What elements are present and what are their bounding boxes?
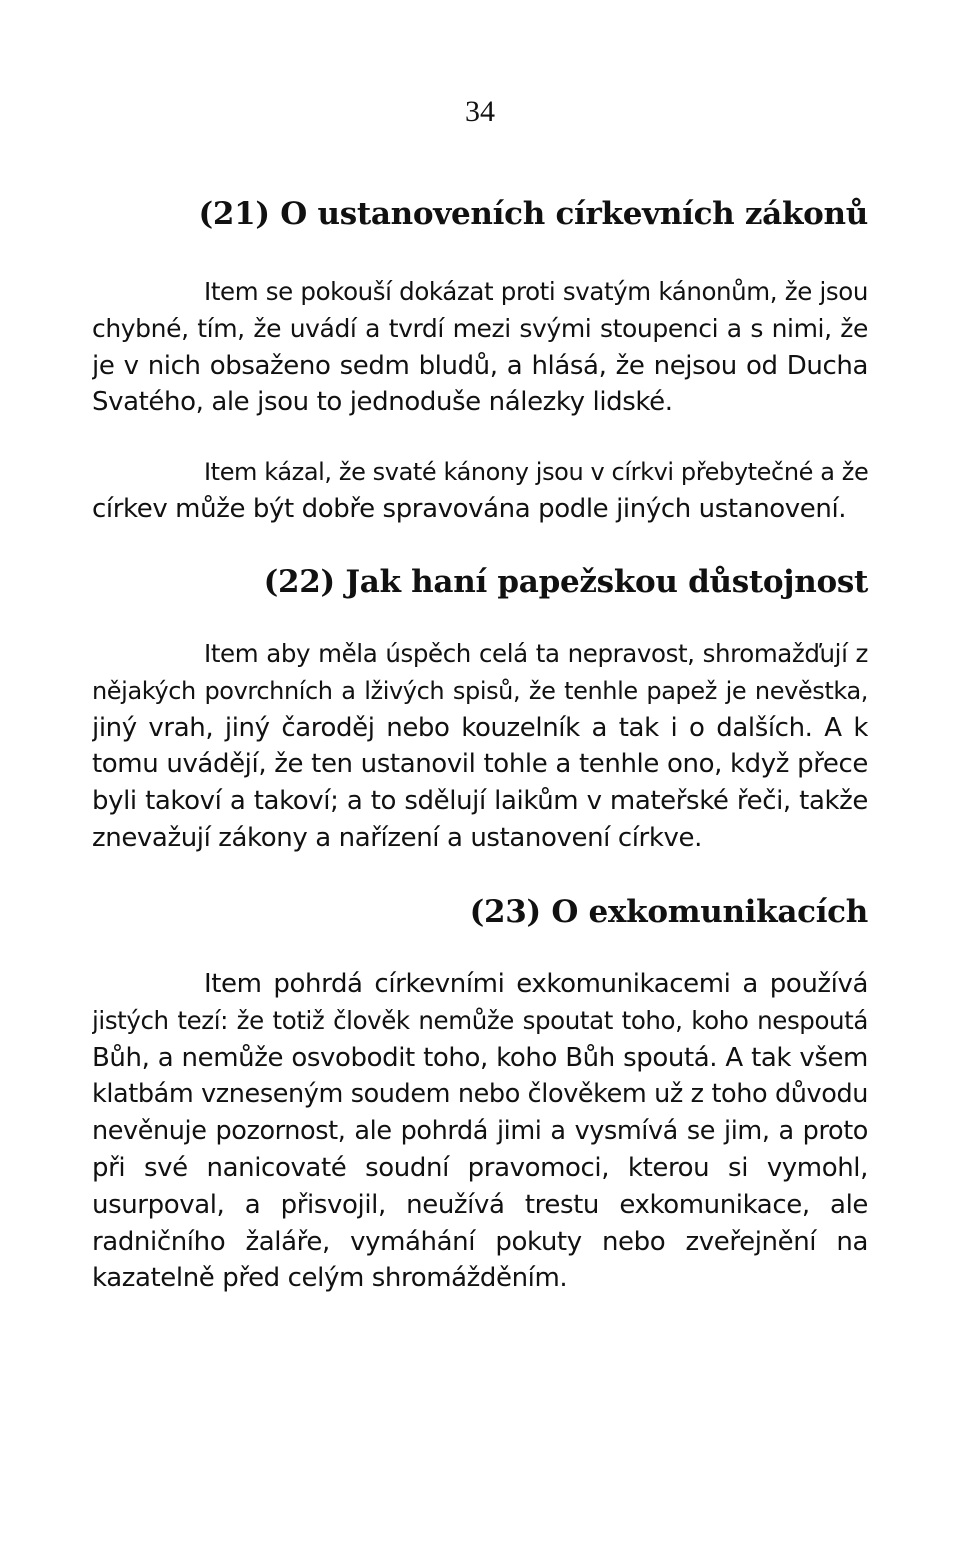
text-line: Svatého, ale jsou to jednoduše nálezky lidské. bbox=[92, 387, 673, 418]
section-heading-23: (23) O exkomunikacích bbox=[469, 894, 868, 930]
paragraph-23-1 bbox=[92, 966, 868, 1297]
text-line: Item pohrdá církevními exkomunikacemi a používá bbox=[204, 969, 868, 999]
paragraph-21-2 bbox=[92, 454, 868, 528]
text-line: Item aby měla úspěch celá ta nepravost, shromažďují z bbox=[204, 639, 868, 668]
text-line: jistých tezí: že totiž člověk nemůže spoutat toho, koho nespoutá bbox=[92, 1005, 868, 1035]
paragraph-22-1 bbox=[92, 636, 868, 857]
text-line: je v nich obsaženo sedm bludů, a hlásá, že nejsou od Ducha bbox=[92, 350, 868, 381]
text-line: nějakých povrchních a lživých spisů, že tenhle papež je nevěstka, bbox=[92, 676, 868, 705]
text-line: radničního žaláře, vymáhání pokuty nebo zveřejnění na bbox=[92, 1226, 868, 1257]
text-line: byli takoví a takoví; a to sdělují laikům v mateřské řeči, takže bbox=[92, 786, 868, 817]
section-heading-22: (22) Jak haní papežskou důstojnost bbox=[263, 564, 868, 600]
text-line: při své nanicovaté soudní pravomoci, kterou si vymohl, bbox=[92, 1152, 868, 1183]
paragraph-21-1 bbox=[92, 274, 868, 421]
text-line: církev může být dobře spravována podle jiných ustanovení. bbox=[92, 493, 847, 524]
text-line: znevažují zákony a nařízení a ustanovení církve. bbox=[92, 822, 702, 853]
text-line: klatbám vzneseným soudem nebo člověkem už z toho důvodu bbox=[92, 1079, 868, 1110]
text-line: Bůh, a nemůže osvobodit toho, koho Bůh spoutá. A tak všem bbox=[92, 1042, 868, 1073]
text-line: Item kázal, že svaté kánony jsou v církvi přebytečné a že bbox=[204, 458, 868, 486]
section-heading-21: (21) O ustanoveních církevních zákonů bbox=[198, 196, 868, 232]
text-line: nevěnuje pozornost, ale pohrdá jimi a vysmívá se jim, a proto bbox=[92, 1116, 868, 1147]
text-line: kazatelně před celým shromážděním. bbox=[92, 1263, 568, 1294]
text-line: usurpoval, a přisvojil, neužívá trestu exkomunikace, ale bbox=[92, 1189, 868, 1220]
text-line: chybné, tím, že uvádí a tvrdí mezi svými stoupenci a s nimi, že bbox=[92, 313, 868, 343]
document-page bbox=[92, 0, 868, 1544]
page-number: 34 bbox=[465, 95, 495, 128]
text-line: Item se pokouší dokázat proti svatým kánonům, že jsou bbox=[204, 277, 868, 306]
text-line: jiný vrah, jiný čaroděj nebo kouzelník a tak i o dalších. A k bbox=[92, 712, 868, 743]
text-line: tomu uvádějí, že ten ustanovil tohle a tenhle ono, když přece bbox=[92, 749, 868, 780]
